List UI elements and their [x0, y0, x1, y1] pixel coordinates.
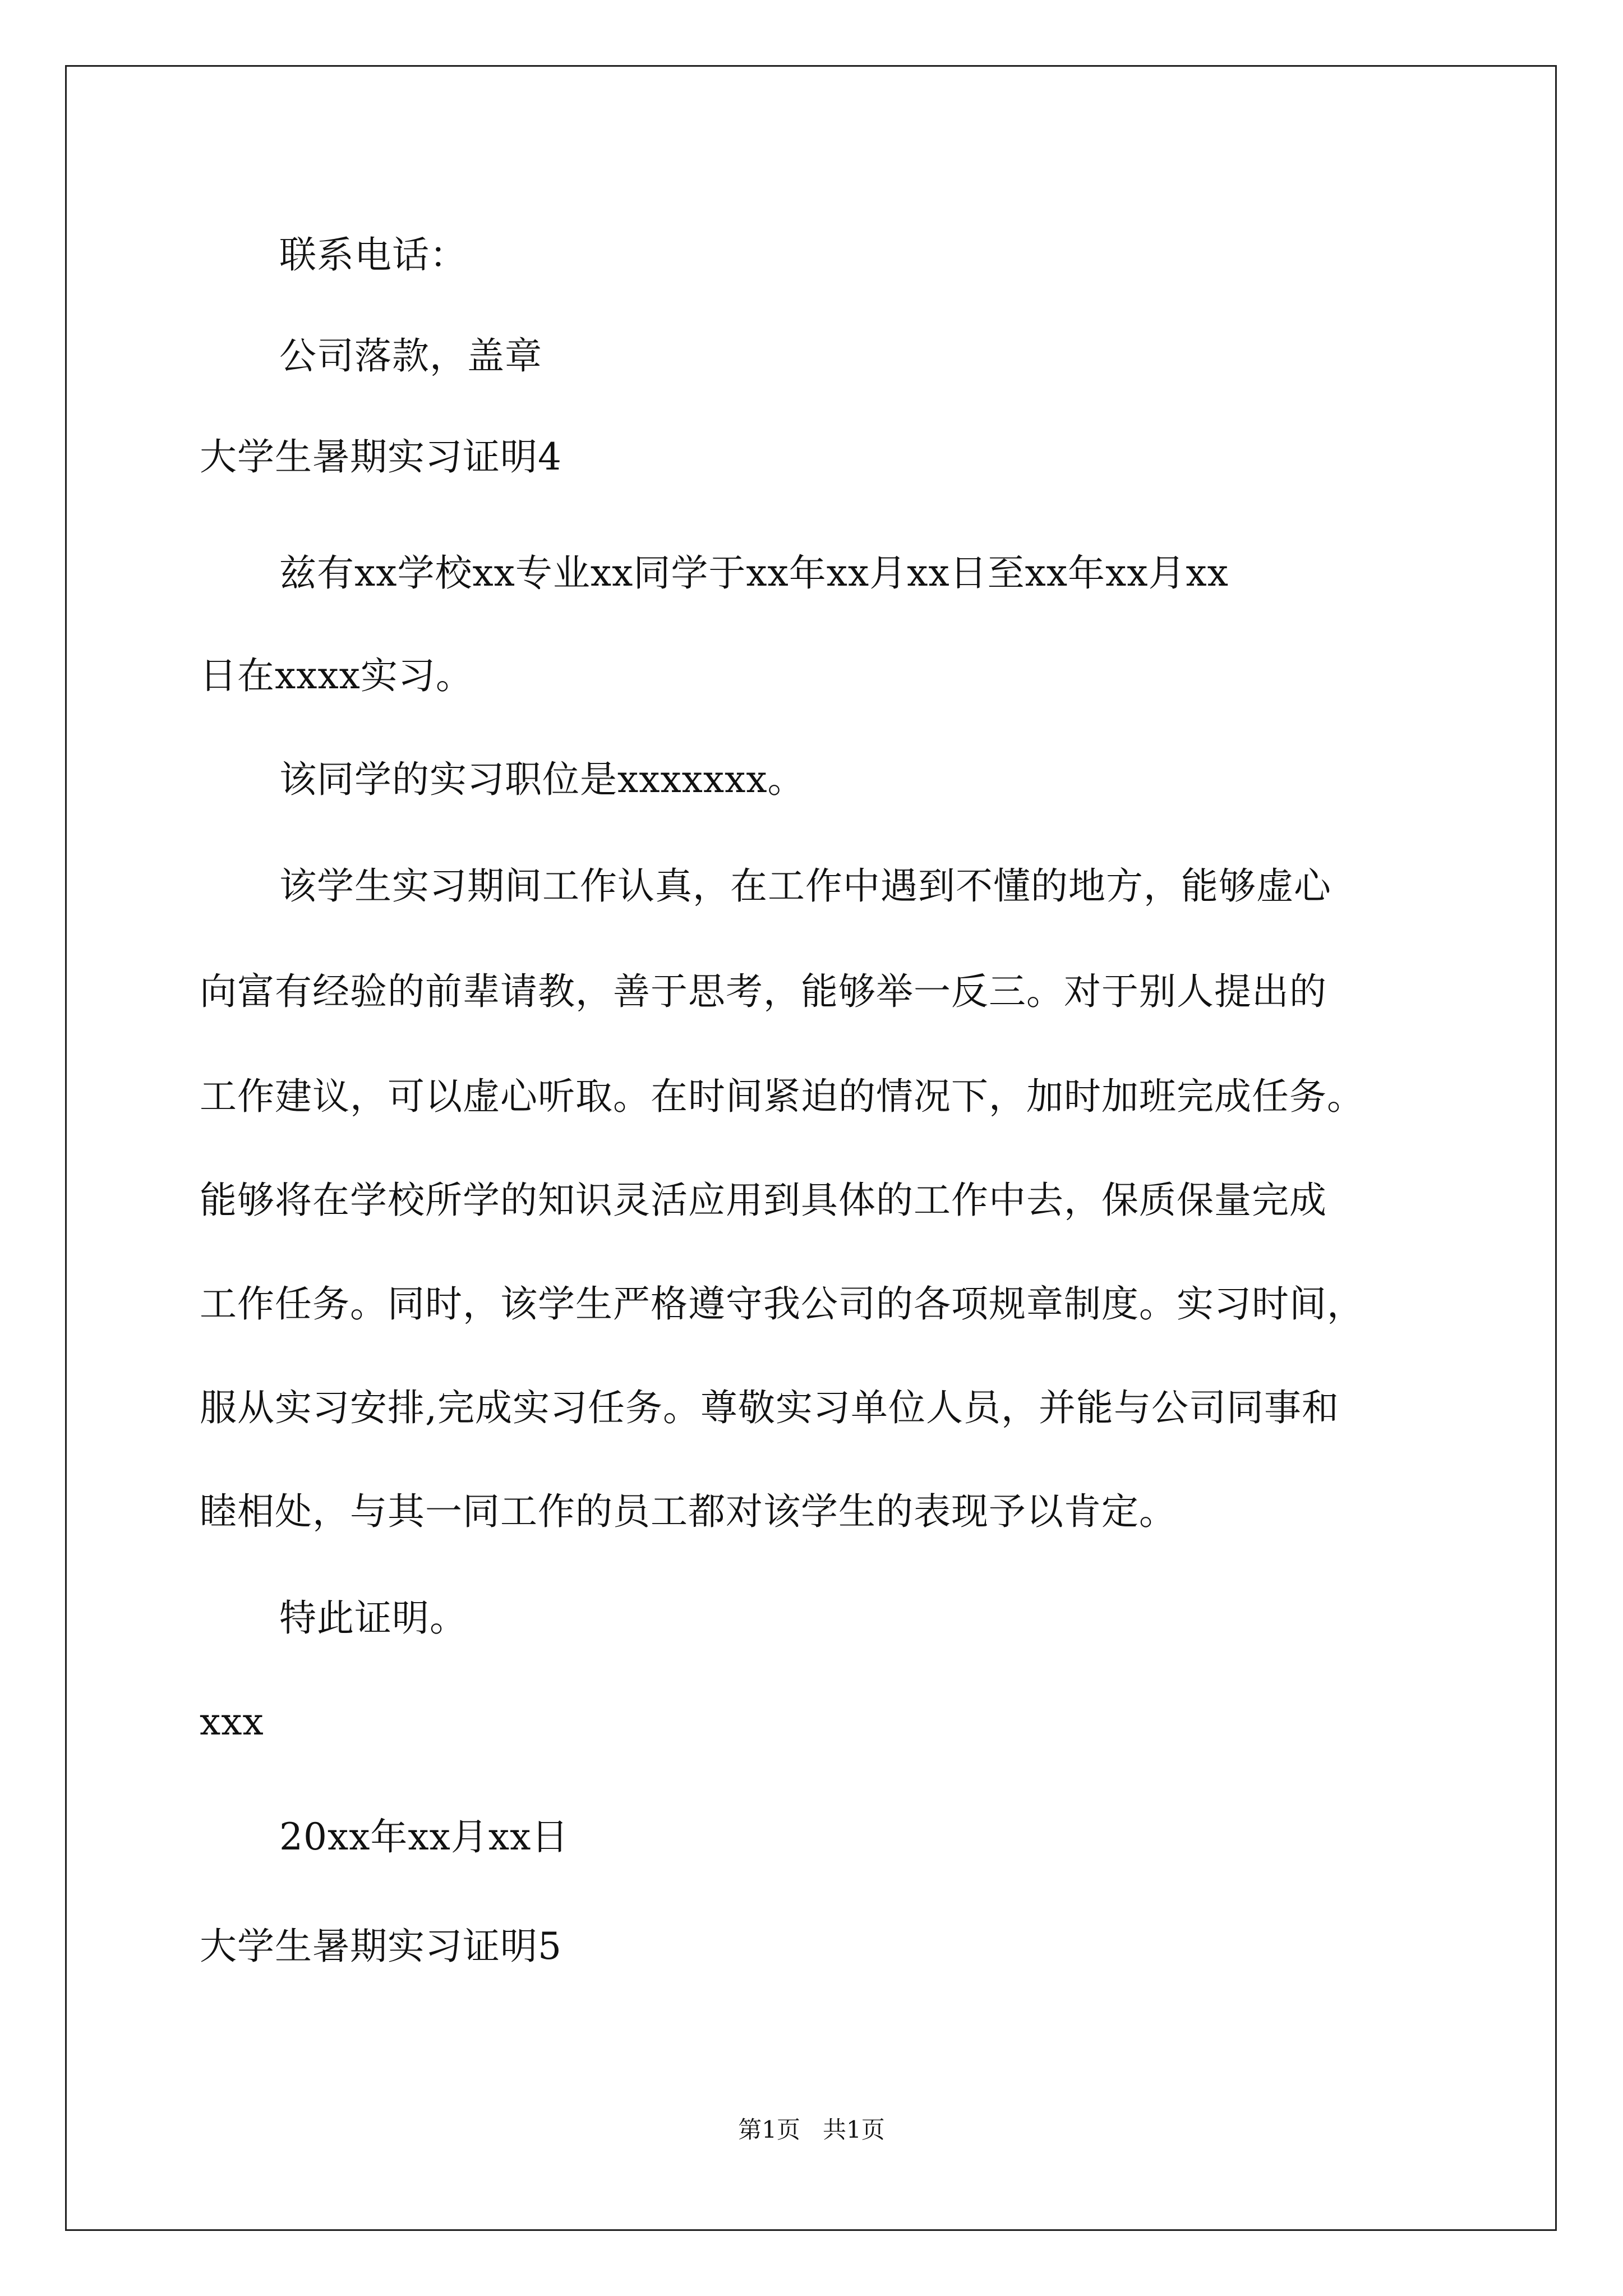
paragraph-line: 能够将在学校所学的知识灵活应用到具体的工作中去，保质保量完成: [200, 1179, 1327, 1222]
page-border: [65, 65, 1557, 2231]
company-signature-line: 公司落款，盖章: [279, 334, 542, 378]
paragraph-line: 该学生实习期间工作认真，在工作中遇到不懂的地方，能够虚心: [279, 864, 1331, 908]
closing-statement: 特此证明。: [279, 1596, 467, 1640]
paragraph-line: 兹有xx学校xx专业xx同学于xx年xx月xx日至xx年xx月xx: [279, 551, 1229, 595]
section-heading-4: 大学生暑期实习证明4: [200, 435, 562, 478]
paragraph-line: 睦相处，与其一同工作的员工都对该学生的表现予以肯定。: [200, 1490, 1177, 1533]
paragraph-line: 向富有经验的前辈请教，善于思考，能够举一反三。对于别人提出的: [200, 970, 1327, 1013]
paragraph-line: 该同学的实习职位是xxxxxxx。: [279, 758, 805, 801]
contact-label: 联系电话：: [279, 233, 467, 277]
paragraph-line: 服从实习安排,完成实习任务。尊敬实习单位人员，并能与公司同事和: [200, 1386, 1339, 1429]
section-heading-5: 大学生暑期实习证明5: [200, 1925, 562, 1968]
signer-name: xxx: [200, 1700, 264, 1743]
document-date: 20xx年xx月xx日: [279, 1815, 569, 1858]
page-number-footer: 第1页 共1页: [738, 2116, 885, 2143]
paragraph-line: 工作建议，可以虚心听取。在时间紧迫的情况下，加时加班完成任务。: [200, 1075, 1364, 1118]
paragraph-line: 工作任务。同时，该学生严格遵守我公司的各项规章制度。实习时间，: [200, 1282, 1364, 1326]
paragraph-line: 日在xxxx实习。: [200, 654, 473, 697]
